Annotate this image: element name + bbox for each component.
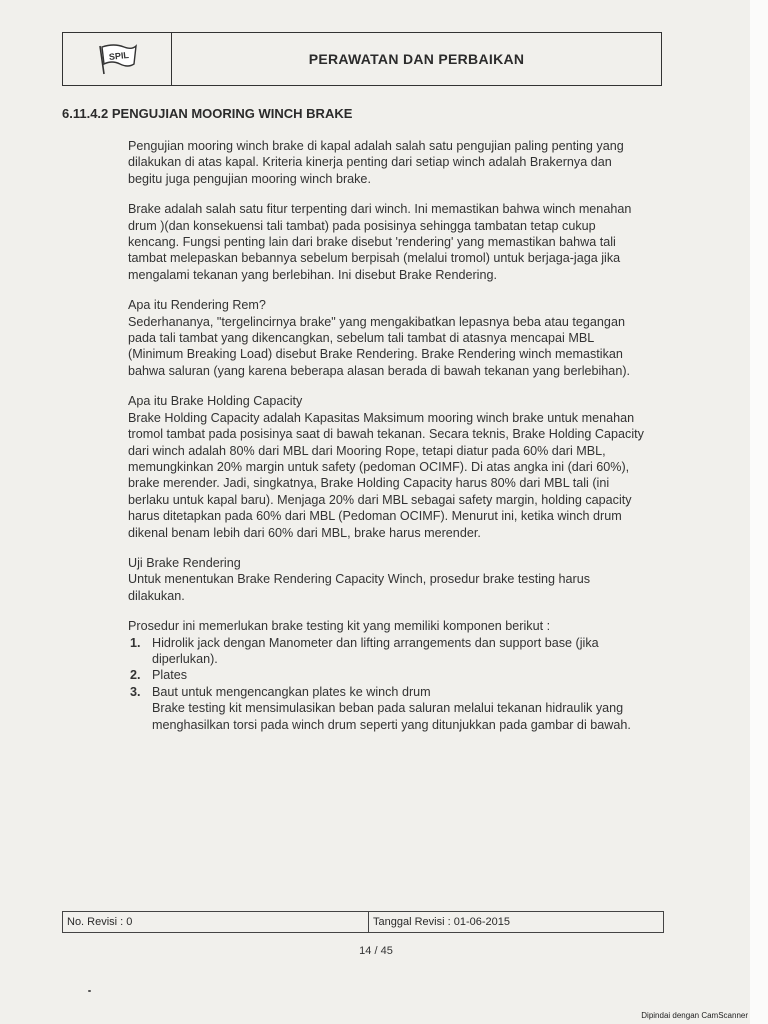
section-heading: 6.11.4.2 PENGUJIAN MOORING WINCH BRAKE [62,106,353,121]
subheading-test: Uji Brake Rendering [128,555,241,570]
list-number: 1. [130,635,141,650]
list-text: Hidrolik jack dengan Manometer dan lifting arrangements dan support base (jika diperlukan). [152,635,599,666]
svg-text:SPIL: SPIL [108,49,130,63]
list-text: Plates [152,668,188,683]
header-title: PERAWATAN DAN PERBAIKAN [308,51,525,67]
scan-margin [750,0,768,1024]
holding-capacity-body: Brake Holding Capacity adalah Kapasitas Maksimum mooring winch brake untuk menahan tromol tambat pada posisinya saat di bawah tekanan. Secara teknis, Brake Holding Capacity dari winch adalah 80% dari MBL dari Mooring Rope, tetapi diatur pada 60% dari MBL, memungkinkan 20% margin untuk safety (pedoman OCIMF). Di atas angka ini (dari 60%), brake merender. Jadi, singkatnya, Brake Holding Capacity harus 80% dari MBL tali (ini berlaku untuk kapal baru). Menjaga 20% dari MBL sebagai safety margin, holding capacity harus ditetapkan pada 60% dari MBL (Pedoman OCIMF). Menurut ini, ketika winch drum dikenal benam lebih dari 60% dari MBL, brake harus merender. [128,410,644,540]
document-footer [62,911,664,933]
body-content [128,138,648,733]
scan-speck [88,990,91,992]
list-followup-text: Brake testing kit mensimulasikan beban pada saluran melalui tekanan hidraulik yang menghasilkan torsi pada winch drum seperti yang ditunjukkan pada gambar di bawah. [152,701,631,732]
page-number: 14 / 45 [359,945,393,957]
rendering-body: Sederhananya, "tergelincirnya brake" yang mengakibatkan lepasnya beba atau tegangan pada tali tambat yang dikencangkan, sebelum tali tambat di atasnya mencapai MBL (Minimum Breaking Load) disebut Brake Rendering. Brake Rendering winch memastikan bahwa saluran (yang karena beberapa alasan berada di bawah tekanan yang berlebihan). [128,314,631,378]
list-item [128,667,648,683]
list-number: 3. [130,684,141,699]
flag-logo-icon [94,42,140,76]
list-item [128,635,648,668]
procedure-list [128,635,648,733]
subheading-rendering: Apa itu Rendering Rem? [128,298,266,313]
subheading-holding-capacity: Apa itu Brake Holding Capacity [128,394,303,409]
document-header [62,32,662,86]
revision-date: Tanggal Revisi : 01-06-2015 [373,916,510,928]
paragraph-rendering [128,297,648,379]
list-item [128,684,648,733]
test-body: Untuk menentukan Brake Rendering Capacity Winch, prosedur brake testing harus dilakukan. [128,572,591,603]
paragraph-brake: Brake adalah salah satu fitur terpenting dari winch. Ini memastikan bahwa winch menahan drum )(dan konsekuensi tali tambat) pada posisinya sehingga tambatan tetap cukup kencang. Fungsi penting lain dari brake disebut 'rendering' yang memastikan bahwa tali tambat melepaskan bebannya sebelum berpisah (melalui tromol) untuk berjaga-jaga jika mengalami tekanan yang berlebihan. Ini disebut Brake Rendering. [128,202,632,282]
procedure-intro: Prosedur ini memerlukan brake testing kit yang memiliki komponen berikut : [128,619,551,634]
paragraph-intro: Pengujian mooring winch brake di kapal adalah salah satu pengujian paling penting yang dilakukan di atas kapal. Kriteria kinerja penting dari setiap winch adalah Brakernya dan begitu juga pengujian mooring winch brake. [128,139,624,186]
paragraph-holding-capacity [128,393,648,541]
procedure-section [128,618,648,733]
company-logo [63,33,172,85]
paragraph-test [128,555,648,604]
list-number: 2. [130,668,141,683]
list-text: Baut untuk mengencangkan plates ke winch drum [152,684,431,699]
scanner-watermark: Dipindai dengan CamScanner [641,1011,748,1020]
revision-number: No. Revisi : 0 [63,912,369,932]
